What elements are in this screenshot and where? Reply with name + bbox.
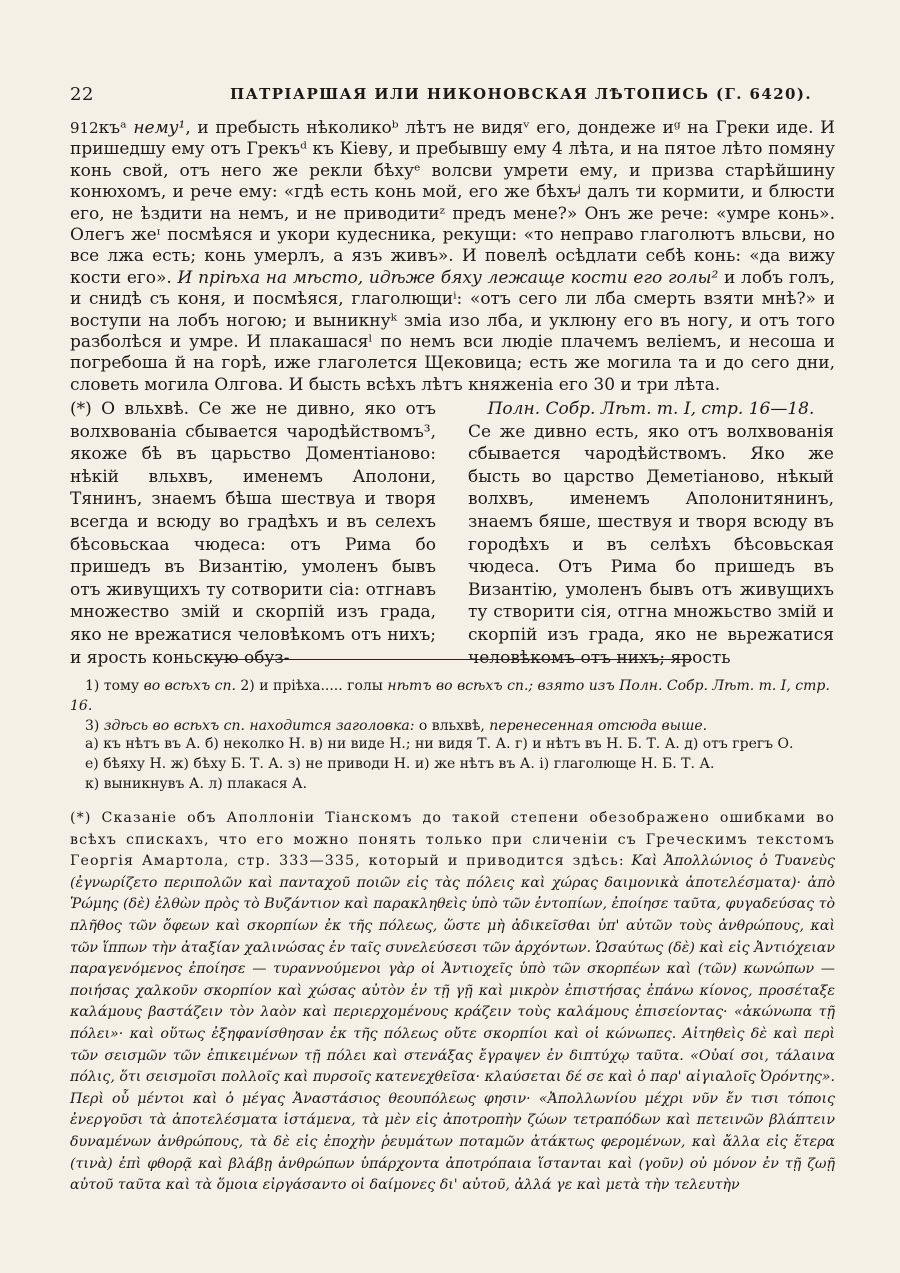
main-text-a-italic: нему¹ bbox=[133, 118, 186, 138]
main-text-b: , и пребысть нѣколикоᵇ лѣтъ не видяᵛ его, дондеже иᵍ на Греки иде. И пришедшу ему отъ Грекъᵈ къ Кіеву, и пребывшу ему 4 лѣта, и на пятое лѣто помяну конь свой, отъ него же рекли бѣхуᵉ волсви умрети ему, и призва старѣйшину конюхомъ, и рече ему: «гдѣ есть конь мой, его же бѣхъᶨ далъ ти кормити, и блюсти его, не ѣздити на немъ, и не приводитиᶻ предъ мене?» Онъ же рече: «умре конь». Олегъ жеᶦ посмѣяся и укори кудесника, рекущи: «то неправо глаголютъ вльсви, но все лжа есть; конь умерлъ, а язъ живъ». И повелѣ осѣдлати себѣ конь: «да вижу кости его». bbox=[70, 118, 835, 288]
footnote-divider bbox=[206, 659, 692, 660]
commentary-intro: (*) Сказаніе объ Аполлоніи Тіанскомъ до такой степени обезображено ошибками во всѣхъ спискахъ, что его можно понять только при сличеніи съ Греческимъ текстомъ Георгія Амартола, стр. 333—335, который и приводится здѣсь: bbox=[70, 810, 835, 870]
page-header bbox=[70, 84, 835, 108]
footnote-text: 3) bbox=[85, 718, 104, 734]
year-marker: 912 bbox=[70, 119, 99, 137]
main-text-a: къᵃ bbox=[98, 118, 134, 138]
page-number: 22 bbox=[70, 84, 94, 105]
main-text-c-italic: И пріѣха на мѣсто, идѣже бяху лежаще кости его голы² bbox=[177, 267, 719, 288]
footnote-italic: перенесенная отсюда выше. bbox=[489, 718, 708, 734]
footnote-text: 1) тому bbox=[85, 678, 144, 694]
main-text bbox=[70, 118, 835, 396]
footnote-italic: во всѣхъ сп. bbox=[143, 678, 236, 694]
left-column-text: (*) О вльхвѣ. Се же не дивно, яко отъ волхвованіа сбывается чародѣйствомъ³, якоже бѣ въ царьство Доментіаново: нѣкій вльхвъ, именемъ Аполони, Тянинъ, знаемъ бѣша шествуа и творя всегда и всюду во градѣхъ и въ селехъ бѣсовьскаа чюдеса: отъ Рима бо пришедъ въ Византію, умоленъ бывъ отъ живущихъ ту сотворити сіа: отгнавъ множество змій и скорпій изъ града, яко не врежатися человѣкомъ отъ нихъ; и ярость коньскую обуз- bbox=[70, 399, 436, 668]
footnote-text: о вльхвѣ, bbox=[414, 718, 490, 734]
footnote-line bbox=[70, 676, 835, 716]
source-citation: Полн. Собр. Лѣт. т. I, стр. 16—18. bbox=[487, 399, 815, 419]
variant-line: к) выникнувъ А. л) плакася А. bbox=[85, 776, 308, 792]
footnote-text: 2) и пріѣха..... голы bbox=[235, 678, 388, 694]
variant-line: е) бѣяху Н. ж) бѣху Б. Т. А. з) не приводи Н. и) же нѣтъ въ А. і) глаголюще Н. Б. Т. А. bbox=[85, 756, 715, 772]
greek-quotation: Καὶ Ἀπολλώνιος ὁ Τυανεὺς (ἐγνωρίζετο περιπολῶν καὶ πανταχοῦ ποιῶν εἰς τὰς πόλεις καὶ χώρας δαιμονικὰ ἀποτελέσματα)· ἀπὸ Ῥώμης (δὲ) ἐλθὼν πρὸς τὸ Βυζάντιον καὶ παρακληθεὶς ὑπὸ τῶν ἐντοπίων, ἐποίησε ταῦτα, φυγαδεύσας τὸ πλῆθος τῶν ὄφεων καὶ σκορπίων ἐκ τῆς πόλεως, ὥστε μὴ ἀδικεῖσθαι ὑπ' αὐτῶν τοὺς ἀνθρώπους, καὶ τῶν ἵππων τὴν ἀταξίαν χαλινώσας ἐν ταῖς συνελεύσεσι τῶν ἀρχόντων. Ὡσαύτως (δὲ) καὶ εἰς Ἀντιόχειαν παραγενόμενος ἐποίησε — τυραννούμενοι γὰρ οἱ Ἀντιοχεῖς ὑπὸ τῶν σκορπέων καὶ (τῶν) κωνώπων — ποιήσας χαλκοῦν σκορπίον καὶ χώσας αὐτὸν ἐν τῇ γῇ καὶ μικρὸν ἐπιστήσας ἐπάνω κίονος, προσέταξε καλάμους βαστάζειν τὸν λαὸν καὶ περιερχομένους κράζειν τοὺς καλάμους ἐπισείοντας· «ἀκώνωπα τῇ πόλει»· καὶ οὕτως ἐξηφανίσθησαν ἐκ τῆς πόλεως οὔτε σκορπίοι καὶ οἱ κώνωπες. Αἰτηθεὶς δὲ καὶ περὶ τῶν σεισμῶν τῶν ἐπικειμένων τῇ πόλει καὶ στενάξας ἔγραψεν ἐν διπτύχῳ ταῦτα. «Οὐαί σοι, τάλαινα πόλις, ὅτι σεισμοῖσι πολλοῖς καὶ πυρσοῖς κατενεχθεῖσα· κλαύσεται δέ σε καὶ ὁ παρ' αἰγιαλοῖς Ὀρόντης». Περὶ οὗ μέντοι καὶ ὁ μέγας Ἀναστάσιος θεουπόλεως φησιν· «Ἀπολλωνίου μέχρι νῦν ἔν τισι τόποις ἐνεργοῦσι τὰ ἀποτελέσματα ἱστάμενα, τὰ μὲν εἰς ἀποτροπὴν ζώων τετραπόδων καὶ πετεινῶν βλάπτειν δυναμένων ἀνθρώπους, τὰ δὲ εἰς ἐποχὴν ῥευμάτων ποταμῶν ἀτάκτως φερομένων, καὶ ἄλλα εἰς ἕτερα (τινὰ) ἐπὶ φθορᾷ καὶ βλάβῃ ἀνθρώπων ὑπάρχοντα ἀποτρόπαια ἵστανται καὶ (γοῦν) οὐ μόνον ἐν τῇ ζωῇ αὐτοῦ ταῦτα καὶ τὰ ὅμοια εἰργάσαντο οἱ δαίμονες δι' αὐτοῦ, ἀλλά γε καὶ μετὰ τὴν τελευτὴν bbox=[70, 853, 836, 1194]
commentary-note bbox=[70, 808, 835, 1197]
right-column-text: Се же дивно есть, яко отъ волхвованія сбывается чародѣйствомъ. Яко же бысть во царство Деметіаново, нѣкый волхвъ, именемъ Аполонитянинъ, знаемъ бяше, шествуя и творя всюду въ городѣхъ и въ селѣхъ бѣсовьская чюдеса. Отъ Рима бо пришедъ въ Византію, умоленъ бывъ отъ живущихъ ту створити сія, отгна множьство змій и скорпій изъ града, яко не вьрежатися человѣкомъ отъ нихъ; ярость bbox=[468, 421, 834, 668]
running-title: ПАТРІАРШАЯ ИЛИ НИКОНОВСКАЯ ЛѢТОПИСЬ (Г. 6420). bbox=[230, 85, 813, 103]
footnote-line bbox=[70, 716, 835, 736]
footnote-italic: здѣсь во всѣхъ сп. находится заголовка: bbox=[103, 718, 415, 734]
numbered-footnotes bbox=[70, 676, 835, 736]
left-column bbox=[70, 398, 436, 669]
right-column bbox=[468, 398, 834, 669]
footnote-italic: нѣтъ во всѣхъ сп.; взято изъ Полн. Собр. Лѣт. т. I, стр. 16. bbox=[70, 678, 830, 714]
lettered-footnotes bbox=[70, 734, 835, 794]
parallel-columns bbox=[70, 398, 835, 668]
variant-line: а) къ нѣтъ въ А. б) неколко Н. в) ни виде Н.; ни видя Т. А. г) и нѣтъ въ Н. Б. Т. А. д) отъ грегъ О. bbox=[85, 736, 794, 752]
main-text-d: и лобъ голъ, и снидѣ съ коня, и посмѣяся, глаголющиⁱ: «отъ сего ли лба смерть взяти мнѣ?» и воступи на лобъ ногою; и выникнуᵏ зміа изо лба, и уклюну его въ ногу, и отъ того разболѣся и умре. И плакашасяˡ по немъ вси людіе плачемъ велiемъ, и несоша и погребоша й на горѣ, иже глаголется Щековица; есть же могила та и до сего дни, словеть могила Олгова. И бысть всѣхъ лѣтъ княженіа его 30 и три лѣта. bbox=[70, 267, 835, 395]
